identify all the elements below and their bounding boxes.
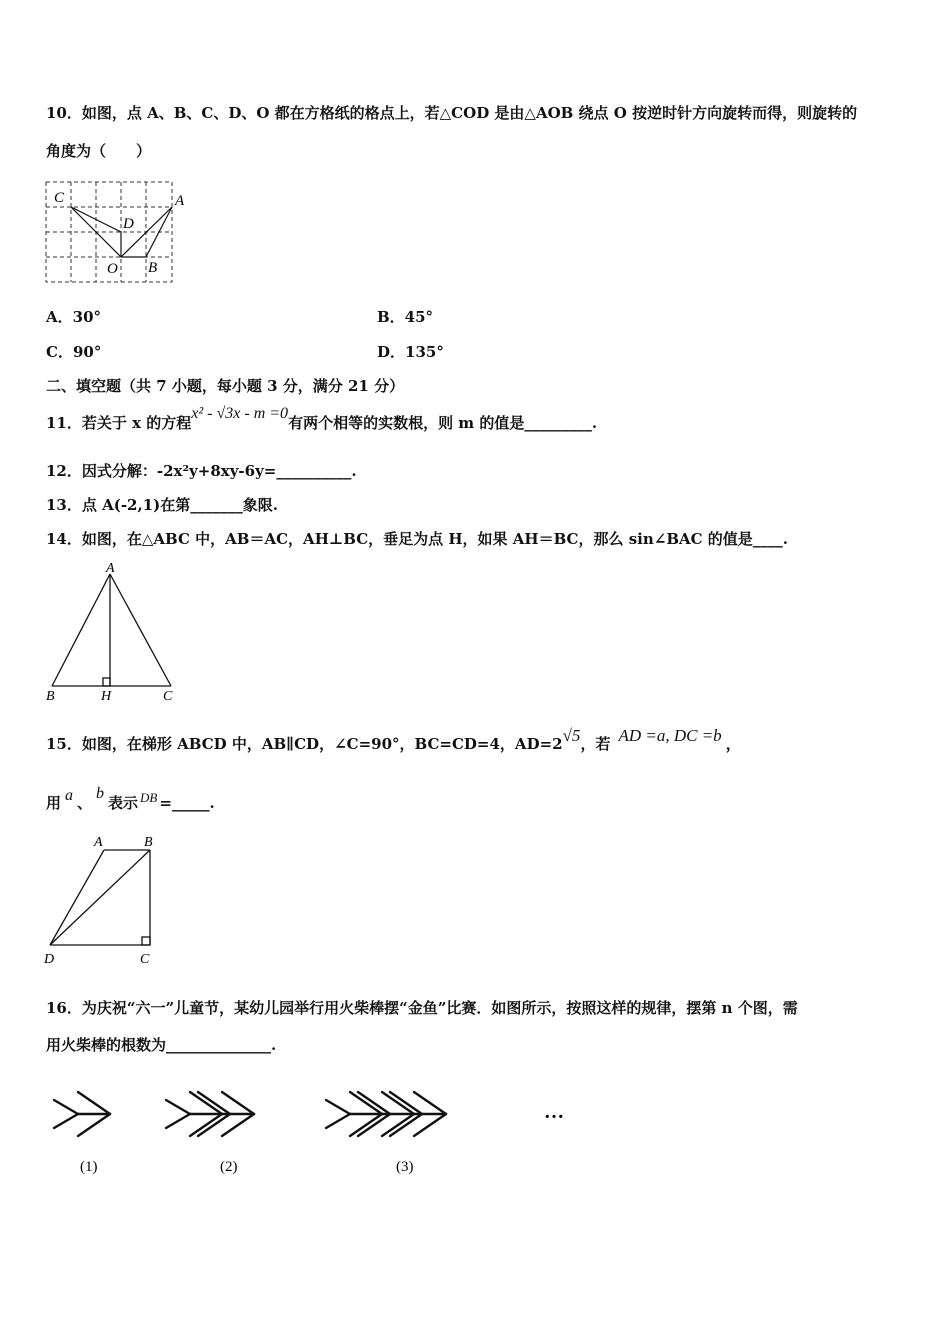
- q15-line2-mid: 表示: [108, 794, 139, 812]
- q15-vector-def: AD =a, DC =b: [618, 726, 722, 745]
- q15-line2-pre: 用: [46, 794, 62, 812]
- q11-pre: 11．若关于 x 的方程: [46, 414, 192, 432]
- point-label-a: A: [175, 193, 185, 209]
- point-label-c: C: [54, 190, 65, 206]
- q15-stem-line1: [46, 726, 741, 754]
- goldfish-caption-2: (2): [220, 1159, 238, 1175]
- goldfish-figure-1: [54, 1092, 110, 1136]
- q15-vector-b: b: [96, 785, 105, 802]
- triangle-label-a: A: [106, 561, 115, 576]
- q10-stem-line2: 角度为（ ）: [46, 142, 152, 160]
- point-label-d: D: [123, 216, 134, 232]
- q10-grid-figure: [44, 178, 194, 288]
- q15-root: √5: [562, 726, 581, 745]
- q15-vector-a: a: [65, 787, 74, 804]
- q14-triangle-figure: [44, 558, 184, 704]
- triangle-label-b: B: [46, 689, 55, 704]
- q10-stem-line1: 10．如图，点 A、B、C、D、O 都在方格纸的格点上，若△COD 是由△AOB 绕点 O 按逆时针方向旋转而得，则旋转的: [46, 104, 858, 122]
- q16-stem-line1: 16．为庆祝“六一”儿童节，某幼儿园举行用火柴棒摆“金鱼”比赛．如图所示，按照这样的规律，摆第 n 个图，需: [46, 999, 798, 1017]
- q10-option-b: B．45°: [377, 308, 434, 326]
- triangle-label-h: H: [101, 689, 112, 704]
- q16-goldfish-figure: [40, 1078, 600, 1188]
- point-label-b: B: [148, 260, 158, 276]
- q15-stem-line2: [46, 785, 215, 813]
- trapezoid-label-b: B: [144, 835, 153, 850]
- q12-stem: 12．因式分解：-2x²y+8xy-6y=__________.: [46, 462, 357, 480]
- triangle-label-c: C: [163, 689, 173, 704]
- q11-equation: x² - √3x - m =0: [191, 405, 289, 422]
- trapezoid-label-d: D: [44, 952, 55, 967]
- q14-stem: 14．如图，在△ABC 中，AB＝AC，AH⊥BC，垂足为点 H，如果 AH＝BC，那么 sin∠BAC 的值是____.: [46, 530, 789, 548]
- q15-line2-sep: 、: [77, 794, 93, 812]
- trapezoid-label-c: C: [140, 952, 150, 967]
- goldfish-caption-1: (1): [80, 1159, 98, 1175]
- trapezoid-label-a: A: [94, 835, 103, 850]
- q15-line1-mid: ，若: [580, 735, 611, 753]
- q11-post: 有两个相等的实数根，则 m 的值是_________.: [288, 414, 598, 432]
- q16-stem-line2: 用火柴棒的根数为______________.: [46, 1036, 277, 1054]
- goldfish-figure-3: [326, 1092, 446, 1136]
- goldfish-ellipsis: …: [544, 1101, 564, 1123]
- point-label-o: O: [107, 261, 118, 277]
- q10-option-d: D．135°: [377, 343, 444, 361]
- q15-line1-end: ，: [725, 735, 741, 753]
- q15-vector-db: DB: [140, 790, 158, 805]
- section-heading: 二、填空题（共 7 小题，每小题 3 分，满分 21 分）: [46, 377, 405, 395]
- q15-line1-pre: 15．如图，在梯形 ABCD 中，AB∥CD，∠C=90°，BC=CD=4，AD=2: [46, 735, 563, 753]
- goldfish-caption-3: (3): [396, 1159, 414, 1175]
- q11-stem: [46, 405, 598, 433]
- q10-option-a: A．30°: [46, 308, 102, 326]
- goldfish-figure-2: [166, 1092, 254, 1136]
- q15-line2-end: =_____.: [159, 794, 215, 812]
- q10-option-c: C．90°: [46, 343, 102, 361]
- q15-trapezoid-figure: [44, 832, 168, 970]
- q13-stem: 13．点 A(-2,1)在第_______象限.: [46, 496, 278, 514]
